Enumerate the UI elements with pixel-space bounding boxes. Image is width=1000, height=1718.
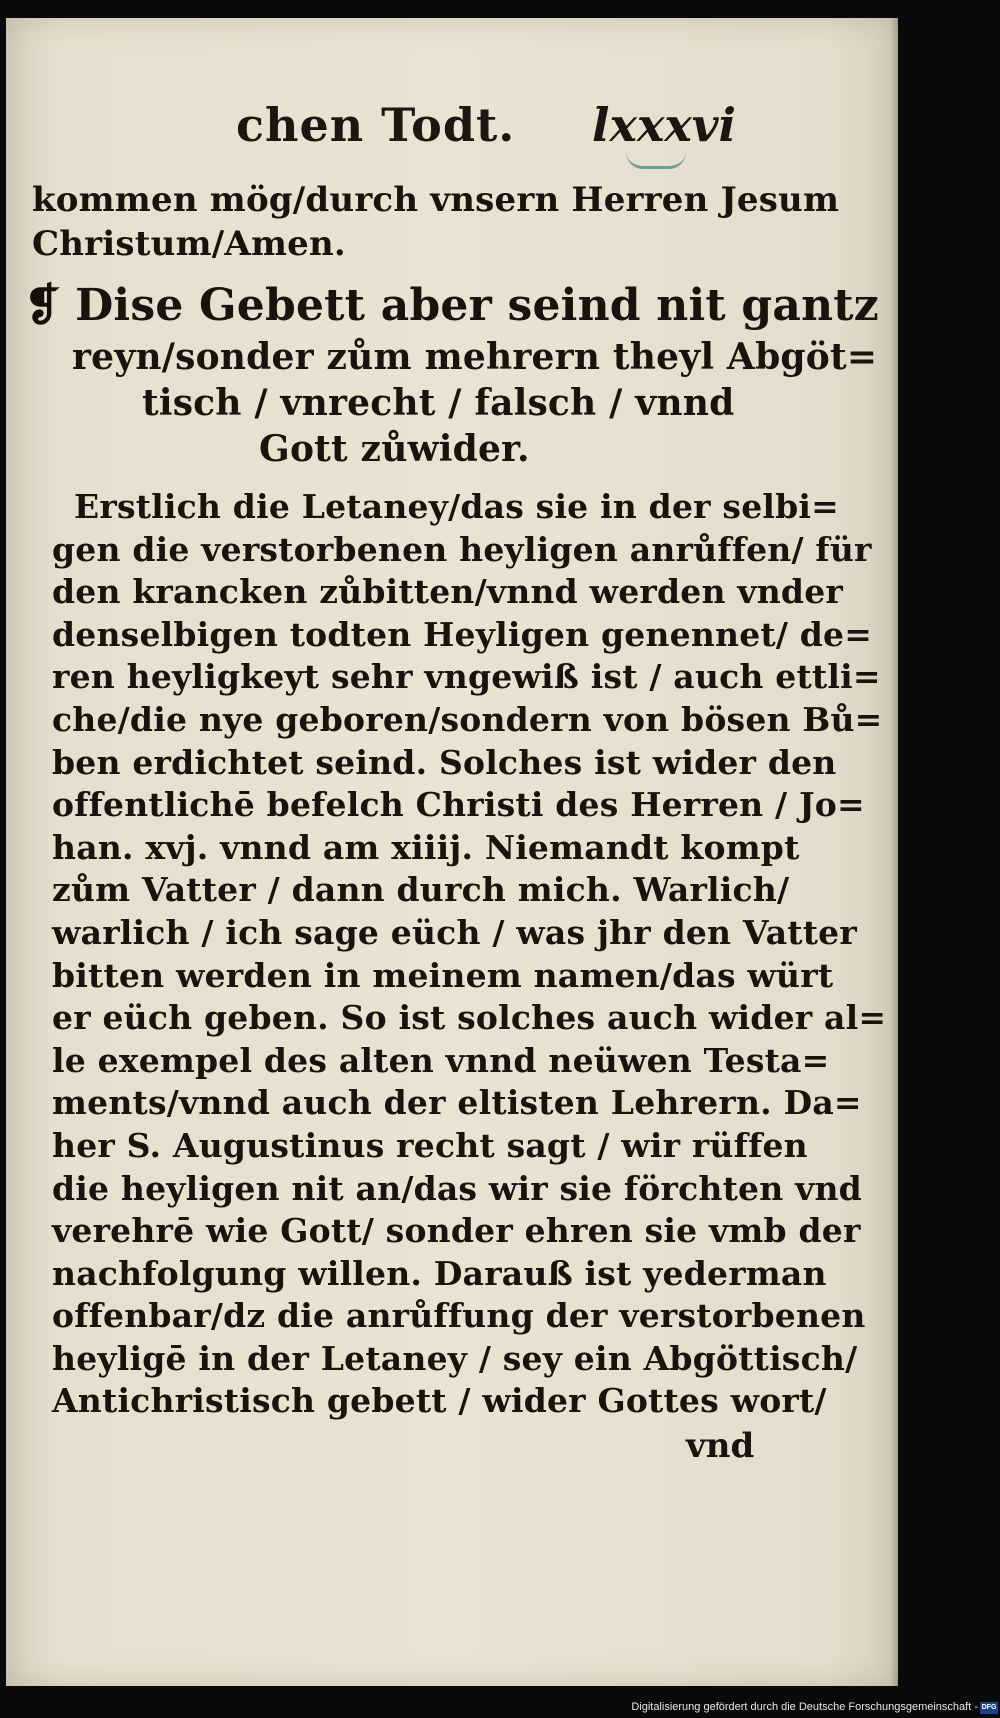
- text-line: verehrē wie Gott/ sonder ehren sie vmb der: [52, 1211, 861, 1251]
- text-line: denselbigen todten Heyligen genennet/ de=: [52, 614, 873, 654]
- pilcrow-icon: ❡: [24, 280, 62, 331]
- text-line: ments/vnnd auch der eltisten Lehrern. Da=: [52, 1083, 862, 1123]
- text-line: bitten werden in meinem namen/das würt: [52, 955, 834, 995]
- dfg-logo-icon: DFG: [980, 1702, 998, 1714]
- folio-pencil-mark: [626, 152, 686, 169]
- preceding-paragraph: [24, 178, 840, 266]
- text-line: Antichristisch gebett / wider Gottes wort/: [52, 1381, 827, 1421]
- text-line: Christum/Amen.: [32, 224, 346, 264]
- text-line: ren heyligkeyt sehr vngewiß ist / auch ettli=: [52, 657, 881, 697]
- heading-line: tisch / vnrecht / falsch / vnnd: [142, 382, 735, 424]
- running-head: [236, 98, 736, 168]
- text-line: le exempel des alten vnnd neüwen Testa=: [52, 1040, 830, 1080]
- text-line: die heyligen nit an/das wir sie förchten vnd: [52, 1168, 862, 1208]
- text-block: [24, 178, 887, 1423]
- text-line: offentlichē befelch Christi des Herren / Jo=: [52, 785, 865, 825]
- text-line: den krancken zůbitten/vnnd werden vnder: [52, 572, 843, 612]
- funding-credit: Digitalisierung gefördert durch die Deutsche Forschungsgemeinschaft -: [631, 1701, 978, 1713]
- text-line: nachfolgung willen. Darauß ist yederman: [52, 1253, 827, 1293]
- heading-line: [24, 278, 879, 334]
- body-paragraph: [24, 486, 887, 1423]
- page-edge-shadow: [890, 18, 898, 1686]
- text-line: zům Vatter / dann durch mich. Warlich/: [52, 870, 790, 910]
- text-line: che/die nye geboren/sondern von bösen Bů=: [52, 699, 883, 739]
- heading-text: Dise Gebett aber seind nit gantz: [75, 280, 879, 331]
- text-line: kommen mög/durch vnsern Herren Jesum: [32, 180, 840, 220]
- text-line: ben erdichtet seind. Solches ist wider den: [52, 742, 837, 782]
- running-title: chen Todt.: [236, 98, 516, 152]
- book-page: [6, 18, 898, 1686]
- text-line: offenbar/dz die anrůffung der verstorbenen: [52, 1296, 866, 1336]
- text-line: gen die verstorbenen heyligen anrůffen/ für: [52, 529, 872, 569]
- text-line: han. xvj. vnnd am xiiij. Niemandt kompt: [52, 827, 800, 867]
- heading-line: Gott zůwider.: [259, 428, 530, 470]
- text-line: heyligē in der Letaney / sey ein Abgöttisch/: [52, 1338, 858, 1378]
- text-line: Erstlich die Letaney/das sie in der selbi=: [74, 487, 839, 526]
- text-line: her S. Augustinus recht sagt / wir rüffen: [52, 1125, 808, 1165]
- text-line: er eüch geben. So ist solches auch wider al=: [52, 998, 887, 1038]
- text-line: warlich / ich sage eüch / was jhr den Vatter: [52, 912, 857, 952]
- section-heading: [24, 278, 879, 472]
- catchword: vnd: [686, 1426, 755, 1466]
- heading-line: reyn/sonder zům mehrern theyl Abgöt=: [72, 336, 878, 378]
- folio-number: lxxxvi: [592, 98, 736, 152]
